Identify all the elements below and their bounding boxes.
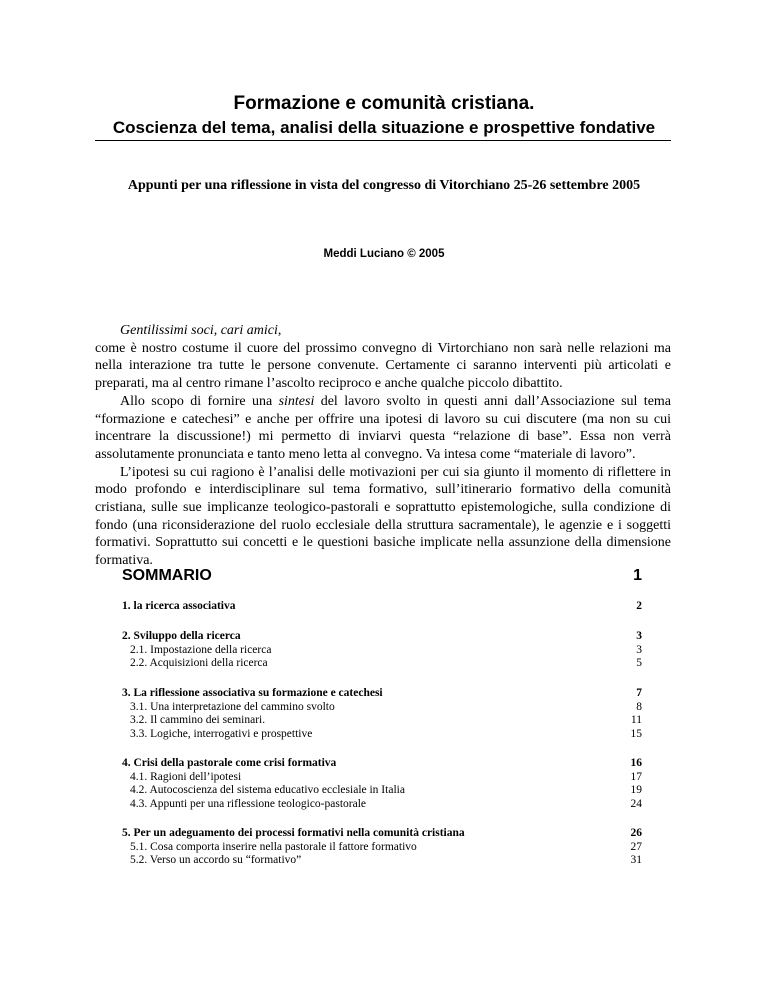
toc-entry[interactable] bbox=[122, 757, 642, 771]
title-rule bbox=[95, 140, 671, 141]
toc-entry-page: 2 bbox=[636, 600, 642, 612]
toc-subentry-page: 24 bbox=[630, 797, 642, 810]
toc-subentry[interactable] bbox=[122, 714, 642, 728]
paragraph-3: L’ipotesi su cui ragiono è l’analisi delle motivazioni per cui sia giunto il momento di riflettere in modo profondo e interdisciplinare sul tema formativo, sull’itinerario formativo della comunità cristiana, sulle sue implicanze teologico-pastorali e soprattutto epistemologiche, sulla condizione di fondo (una riconsiderazione del ruolo ecclesiale della struttura sacramentale), le agenzie e i soggetti formativi. Soprattutto sui concetti e le questioni basiche implicate nella assunzione della dimensione formativa. bbox=[95, 464, 671, 569]
toc-heading: SOMMARIO bbox=[122, 567, 212, 584]
toc-entry-page: 26 bbox=[630, 827, 642, 839]
toc-subentry[interactable] bbox=[122, 728, 642, 742]
toc-heading-page: 1 bbox=[633, 567, 642, 584]
toc-subentry[interactable] bbox=[122, 644, 642, 658]
toc-entry-page: 3 bbox=[636, 630, 642, 642]
toc-subentry-page: 17 bbox=[630, 770, 642, 783]
toc-subentry-title: 5.2. Verso un accordo su “formativo” bbox=[130, 854, 302, 866]
toc-subentry-title: 3.3. Logiche, interrogativi e prospettive bbox=[130, 727, 313, 740]
toc-subentry-page: 3 bbox=[636, 643, 642, 656]
salutation bbox=[95, 322, 671, 340]
toc-subentry-page: 15 bbox=[630, 727, 642, 740]
toc-subentry-page: 27 bbox=[630, 840, 642, 853]
toc-section-1 bbox=[122, 600, 642, 614]
toc-subentry-title: 3.1. Una interpretazione del cammino svolto bbox=[130, 700, 335, 713]
toc-section-3 bbox=[122, 687, 642, 741]
toc-heading-row bbox=[122, 567, 642, 589]
toc-subentry-page: 8 bbox=[636, 700, 642, 713]
toc-subentry[interactable] bbox=[122, 771, 642, 785]
toc-subentry-page: 11 bbox=[630, 714, 642, 726]
paragraph-1: come è nostro costume il cuore del prossimo convegno di Virtorchiano non sarà nelle relazioni ma nella interazione tra tutte le persone convenute. Certamente ci saranno interventi più articolati e preparati, ma al centro rimane l’ascolto reciproco e anche qualche piccolo dibattito. bbox=[95, 340, 671, 392]
toc-subentry-title: 3.2. Il cammino dei seminari. bbox=[130, 714, 266, 726]
toc-entry-page: 7 bbox=[636, 687, 642, 699]
toc-entry-title: 1. la ricerca associativa bbox=[122, 600, 236, 612]
author-line: Meddi Luciano © 2005 bbox=[323, 248, 445, 260]
toc-subentry-title: 4.3. Appunti per una riflessione teologico-pastorale bbox=[130, 797, 367, 810]
toc-entry[interactable] bbox=[122, 600, 642, 614]
paragraph-2-end: del lavoro svolto in questi anni dall’Associazione sul tema “formazione e catechesi” e anche per offrire una ipotesi di lavoro su cui discutere (ma non su cui incentrare la discussione!) mi permetto di inviarvi questa “relazione di base”. Essa non verrà assolutamente pronunciata e tanto meno letta al convegno. Va intesa come “materiale di lavoro”. bbox=[95, 393, 672, 462]
toc-section-2 bbox=[122, 630, 642, 671]
toc-entry[interactable] bbox=[122, 827, 642, 841]
toc-section-5 bbox=[122, 827, 642, 868]
toc-subentry-title: 2.1. Impostazione della ricerca bbox=[130, 643, 272, 656]
toc-entry-title: 2. Sviluppo della ricerca bbox=[122, 630, 241, 642]
toc-subentry[interactable] bbox=[122, 798, 642, 812]
paragraph-2 bbox=[95, 393, 671, 464]
document-subtitle: Coscienza del tema, analisi della situazione e prospettive fondative bbox=[112, 118, 656, 137]
toc-subentry[interactable] bbox=[122, 701, 642, 715]
toc-subentry[interactable] bbox=[122, 784, 642, 798]
toc-subentry-page: 31 bbox=[630, 854, 642, 866]
toc-entry-title: 3. La riflessione associativa su formazione e catechesi bbox=[122, 687, 383, 699]
toc-entry-title: 5. Per un adeguamento dei processi formativi nella comunità cristiana bbox=[122, 827, 465, 839]
toc-section-4 bbox=[122, 757, 642, 811]
toc-subentry-title: 5.1. Cosa comporta inserire nella pastorale il fattore formativo bbox=[130, 840, 417, 853]
toc-subentry-page: 19 bbox=[630, 784, 642, 796]
paragraph-2-emphasis: sintesi bbox=[278, 393, 315, 409]
notes-line: Appunti per una riflessione in vista del congresso di Vitorchiano 25-26 settembre 2005 bbox=[127, 178, 641, 193]
intro-letter bbox=[95, 322, 671, 570]
salutation-comma: , bbox=[277, 323, 282, 338]
toc-subentry-title: 2.2. Acquisizioni della ricerca bbox=[130, 657, 268, 669]
toc-subentry-page: 5 bbox=[636, 657, 642, 669]
toc-subentry[interactable] bbox=[122, 854, 642, 868]
toc-entry[interactable] bbox=[122, 630, 642, 644]
toc-entry[interactable] bbox=[122, 687, 642, 701]
table-of-contents bbox=[122, 567, 642, 866]
paragraph-2-start: Allo scopo di fornire una bbox=[120, 393, 279, 409]
toc-subentry-title: 4.1. Ragioni dell’ipotesi bbox=[130, 770, 242, 783]
toc-entry-title: 4. Crisi della pastorale come crisi formativa bbox=[122, 757, 337, 769]
toc-subentry[interactable] bbox=[122, 841, 642, 855]
toc-subentry[interactable] bbox=[122, 657, 642, 671]
toc-subentry-title: 4.2. Autocoscienza del sistema educativo ecclesiale in Italia bbox=[130, 784, 405, 796]
salutation-text: Gentilissimi soci, cari amici bbox=[120, 323, 278, 338]
document-title: Formazione e comunità cristiana. bbox=[233, 93, 535, 114]
toc-entry-page: 16 bbox=[630, 757, 642, 769]
